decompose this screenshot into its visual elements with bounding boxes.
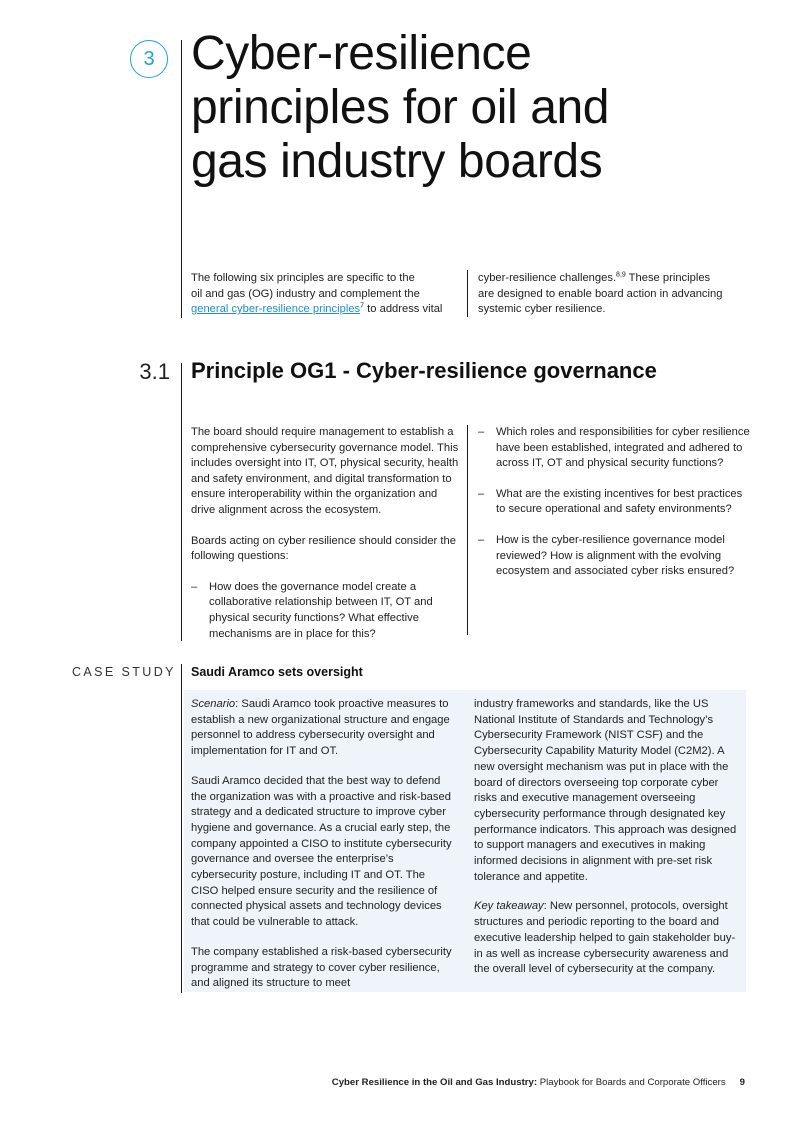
intro-column-divider (467, 270, 468, 317)
scenario-label: Scenario (191, 698, 236, 710)
case-study-title: Saudi Aramco sets oversight (191, 665, 363, 679)
page-number: 9 (739, 1077, 745, 1088)
principle-left-column (191, 425, 463, 657)
question-item (191, 580, 463, 642)
chapter-divider-line (181, 40, 182, 318)
case-study-divider-line (181, 664, 182, 993)
section-column-divider (467, 425, 468, 635)
section-divider-line (181, 363, 182, 641)
intro-text: The following six principles are specific to the (191, 272, 415, 284)
footer-document-title: Cyber Resilience in the Oil and Gas Industry: (331, 1077, 538, 1088)
principle-paragraph: The board should require management to establish a comprehensive cybersecurity governance model. This includes oversight into IT, OT, physical security, health and safety environment, and digital transformation to ensure interoperability within the organization and drive alignment across the ecosystem. (191, 426, 459, 516)
case-paragraph: The company established a risk-based cybersecurity programme and strategy to cover cyber resilience, and aligned its structure to meet (191, 945, 452, 990)
footnote-ref[interactable]: 7 (360, 302, 365, 310)
chapter-title-line: Cyber-resilience (191, 27, 532, 80)
question-text: Which roles and responsibilities for cyber resilience have been established, integrated and adhered to across IT, OT and physical security functions? (496, 426, 750, 470)
dash-bullet: – (478, 487, 485, 500)
chapter-title-line: gas industry boards (191, 135, 603, 188)
scenario-text: : Saudi Aramco took proactive measures to establish a new organizational structure and engage personnel to address cybersecurity oversight and implementation for IT and OT. (191, 698, 450, 758)
section-number: 3.1 (139, 359, 170, 384)
general-principles-link[interactable]: general cyber-resilience principles (191, 303, 361, 316)
case-study-label: CASE STUDY (72, 665, 176, 679)
page-footer (332, 1077, 745, 1089)
question-text: How does the governance model create a collaborative relationship between IT, OT and physical security functions? What effective mechanisms are in place for this? (209, 580, 433, 640)
case-paragraph: industry frameworks and standards, like the US National Institute of Standards and Technology’s Cybersecurity Framework (NIST CSF) and the Cybersecurity Capability Maturity Model (C2M2). A new oversight mechanism was put in place with the board of directors overseeing top corporate cyber risks and executive management overseeing cybersecurity performance through designated key performance indicators. This approach was designed to support managers and executives in making informed decisions in alignment with pre-set risk tolerance and appetite. (474, 698, 737, 883)
intro-text: systemic cyber resilience. (478, 303, 606, 316)
question-item (478, 487, 750, 518)
footer-document-subtitle: Playbook for Boards and Corporate Officers (537, 1077, 726, 1088)
takeaway-label: Key takeaway (474, 900, 544, 913)
footnote-ref[interactable]: 8,9 (616, 271, 626, 279)
intro-text: cyber-resilience challenges. (478, 272, 617, 284)
chapter-title (191, 27, 751, 189)
case-paragraph (191, 697, 455, 760)
case-paragraph (474, 899, 738, 978)
case-study-right-column (474, 697, 738, 992)
question-item (478, 533, 750, 580)
takeaway-text: : New personnel, protocols, oversight structures and periodic reporting to the board and executive leadership helped to gain stakeholder buy-in as well as increase cybersecurity awareness and the overall level of cybersecurity at the company. (474, 900, 736, 976)
case-study-left-column (191, 697, 455, 1006)
section-title: Principle OG1 - Cyber-resilience governance (191, 358, 657, 383)
dash-bullet: – (478, 426, 485, 438)
intro-text: These principles (625, 272, 711, 284)
question-item (478, 425, 750, 472)
question-text: How is the cyber-resilience governance model reviewed? How is alignment with the evolving ecosystem and associated cyber risks ensured? (496, 533, 735, 578)
dash-bullet: – (191, 580, 198, 593)
principle-right-column (478, 425, 750, 595)
case-paragraph: Saudi Aramco decided that the best way to defend the organization was with a proactive and risk-based strategy and a dedicated structure to improve cyber hygiene and governance. As a crucial early step, the company appointed a CISO to institute cybersecurity governance and oversee the enterprise’s cybersecurity posture, including IT and OT. The CISO helped ensure security and the resilience of connected physical assets and technology devices that could be vulnerable to attack. (191, 774, 452, 929)
chapter-number-badge: 3 (130, 40, 168, 78)
chapter-title-line: principles for oil and (191, 81, 610, 134)
dash-bullet: – (478, 533, 485, 546)
principle-paragraph: Boards acting on cyber resilience should consider the following questions: (191, 534, 456, 563)
intro-text: to address vital (364, 303, 443, 316)
intro-text: oil and gas (OG) industry and complement the (191, 287, 420, 300)
question-text: What are the existing incentives for best practices to secure operational and safety environments? (496, 487, 743, 516)
intro-right-column (478, 271, 740, 318)
intro-text: are designed to enable board action in advancing (478, 287, 723, 300)
intro-left-column (191, 271, 453, 318)
